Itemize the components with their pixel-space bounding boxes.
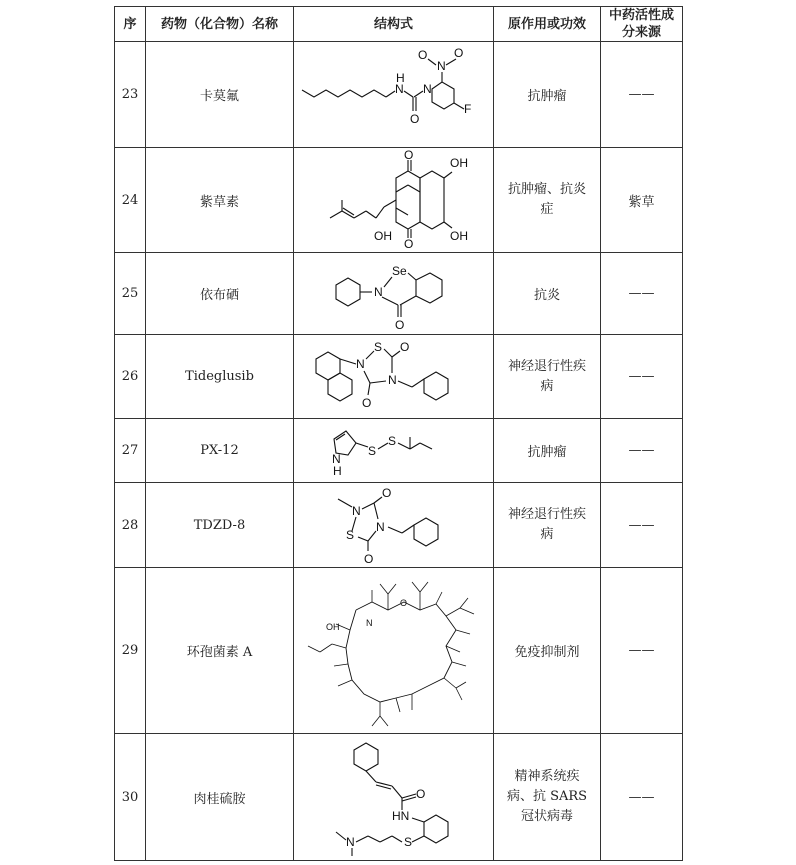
atom-n: N [387,372,397,387]
cell-name: 环孢菌素 A [146,568,294,734]
atom-s: S [345,528,354,542]
atom-o: O [417,47,427,62]
atom-n: N [351,504,361,518]
structure-tdzd8 [296,485,492,565]
header-seq: 序 [115,7,146,42]
cell-name: Tideglusib [146,335,294,419]
cell-action [494,148,601,253]
structure-carmofur [296,45,492,145]
cell-action-text: 精神系统疾病、抗 SARS 冠状病毒 [506,769,588,824]
cell-structure [294,42,494,148]
cell-action: 抗肿瘤 [494,42,601,148]
cell-action-text: 神经退行性疾病 [507,507,586,542]
atom-o: O [453,45,463,60]
atom-o: O [381,486,391,500]
atom-o: O [403,237,413,250]
structure-tideglusib [296,337,492,417]
cell-action: 免疫抑制剂 [494,568,601,734]
cell-seq: 25 [115,253,146,335]
atom-f: F [463,101,471,116]
table-row [115,148,683,253]
cell-action: 抗炎 [494,253,601,335]
cell-name: TDZD-8 [146,483,294,568]
structure-ebselen [296,255,492,333]
table-header-row [115,7,683,42]
atom-n: N [331,451,341,466]
atom-n: N [365,617,372,628]
cell-seq: 23 [115,42,146,148]
table-row [115,734,683,861]
table-row [115,568,683,734]
structure-px12 [296,421,492,481]
atom-n: N [375,520,385,534]
atom-s: S [367,443,376,458]
cell-action-text: 神经退行性疾病 [507,358,586,394]
cell-source: —— [601,42,683,148]
cell-seq: 29 [115,568,146,734]
cell-source: 紫草 [601,148,683,253]
cell-seq: 26 [115,335,146,419]
table-row [115,335,683,419]
header-action: 原作用或功效 [494,7,601,42]
atom-s: S [403,835,412,849]
atom-n: N [373,284,383,299]
cell-action [494,483,601,568]
atom-o: O [403,150,413,162]
cell-structure [294,253,494,335]
cell-structure [294,335,494,419]
atom-n: N [394,81,404,96]
atom-h: H [332,463,342,478]
atom-o: O [394,317,404,332]
cell-structure [294,483,494,568]
cell-action [494,734,601,861]
drug-table [114,6,683,861]
atom-s: S [373,339,382,354]
cell-seq: 30 [115,734,146,861]
cell-name: 卡莫氟 [146,42,294,148]
cell-structure [294,419,494,483]
atom-n: N [345,835,355,849]
atom-o: O [409,111,419,126]
cell-structure [294,568,494,734]
atom-hn: HN [391,809,409,823]
atom-oh: OH [449,156,468,170]
header-source-text: 中药活性成分来源 [608,8,674,40]
cell-structure [294,148,494,253]
atom-oh: OH [373,229,392,243]
atom-n: N [436,58,446,73]
structure-cyclosporin [296,570,492,732]
cell-seq: 27 [115,419,146,483]
atom-o: O [399,339,409,354]
atom-n: N [355,356,365,371]
table-row [115,419,683,483]
atom-oh: OH [449,229,468,243]
cell-source: —— [601,253,683,335]
table-row [115,42,683,148]
header-name: 药物（化合物）名称 [146,7,294,42]
atom-se: Se [391,263,407,278]
cell-action-text: 抗肿瘤、抗炎症 [507,182,586,217]
cell-seq: 24 [115,148,146,253]
header-structure: 结构式 [294,7,494,42]
cell-name: PX-12 [146,419,294,483]
header-source [601,7,683,42]
table-row [115,253,683,335]
atom-n: N [422,81,432,96]
cell-source: —— [601,483,683,568]
atom-o: O [399,597,407,608]
atom-oh: OH [325,621,339,632]
atom-s: S [387,433,396,448]
structure-cinanserin [296,736,492,858]
atom-h: H [395,70,405,85]
cell-structure [294,734,494,861]
atom-o: O [415,787,425,801]
cell-source: —— [601,734,683,861]
cell-action [494,335,601,419]
cell-seq: 28 [115,483,146,568]
structure-shikonin [296,150,492,250]
cell-name: 肉桂硫胺 [146,734,294,861]
table-row [115,483,683,568]
atom-o: O [363,552,373,565]
cell-source: —— [601,568,683,734]
atom-o: O [361,395,371,410]
cell-source: —— [601,419,683,483]
cell-action: 抗肿瘤 [494,419,601,483]
cell-name: 紫草素 [146,148,294,253]
cell-source: —— [601,335,683,419]
cell-name: 依布硒 [146,253,294,335]
